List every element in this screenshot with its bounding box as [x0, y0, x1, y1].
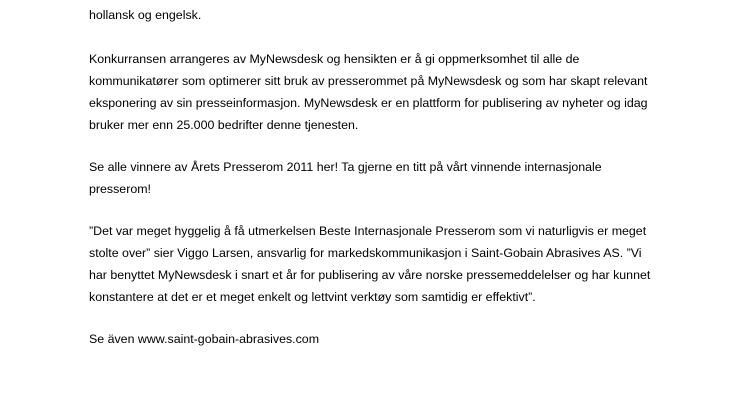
- paragraph-line: konstantere at det er et meget enkelt og lettvint verktøy som samtidig er effektivt”.: [89, 290, 536, 304]
- paragraph-line: Se alle vinnere av Årets Presserom 2011 her! Ta gjerne en titt på vårt vinnende internasjonale: [89, 160, 602, 174]
- paragraph-line: hollansk og engelsk.: [89, 8, 202, 22]
- paragraph-line: Se även www.saint-gobain-abrasives.com: [89, 332, 320, 346]
- paragraph-line: presserom!: [89, 182, 151, 196]
- paragraph-line: har benyttet MyNewsdesk i snart et år for publisering av våre norske pressemeddelelser og har kunnet: [89, 268, 651, 282]
- paragraph-line: Konkurransen arrangeres av MyNewsdesk og hensikten er å gi oppmerksomhet til alle de: [89, 52, 580, 66]
- paragraph-line: kommunikatører som optimerer sitt bruk av presserommet på MyNewsdesk og som har skapt relevant: [89, 74, 648, 88]
- paragraph-line: ”Det var meget hyggelig å få utmerkelsen Beste Internasjonale Presserom som vi naturligvis er meget: [89, 224, 647, 238]
- paragraph-line: bruker mer enn 25.000 bedrifter denne tjenesten.: [89, 118, 359, 132]
- paragraph-line: eksponering av sin presseinformasjon. MyNewsdesk er en plattform for publisering av nyheter og idag: [89, 96, 648, 110]
- paragraph-line: stolte over” sier Viggo Larsen, ansvarlig for markedskommunikasjon i Saint-Gobain Abrasives AS. ”Vi: [89, 246, 642, 260]
